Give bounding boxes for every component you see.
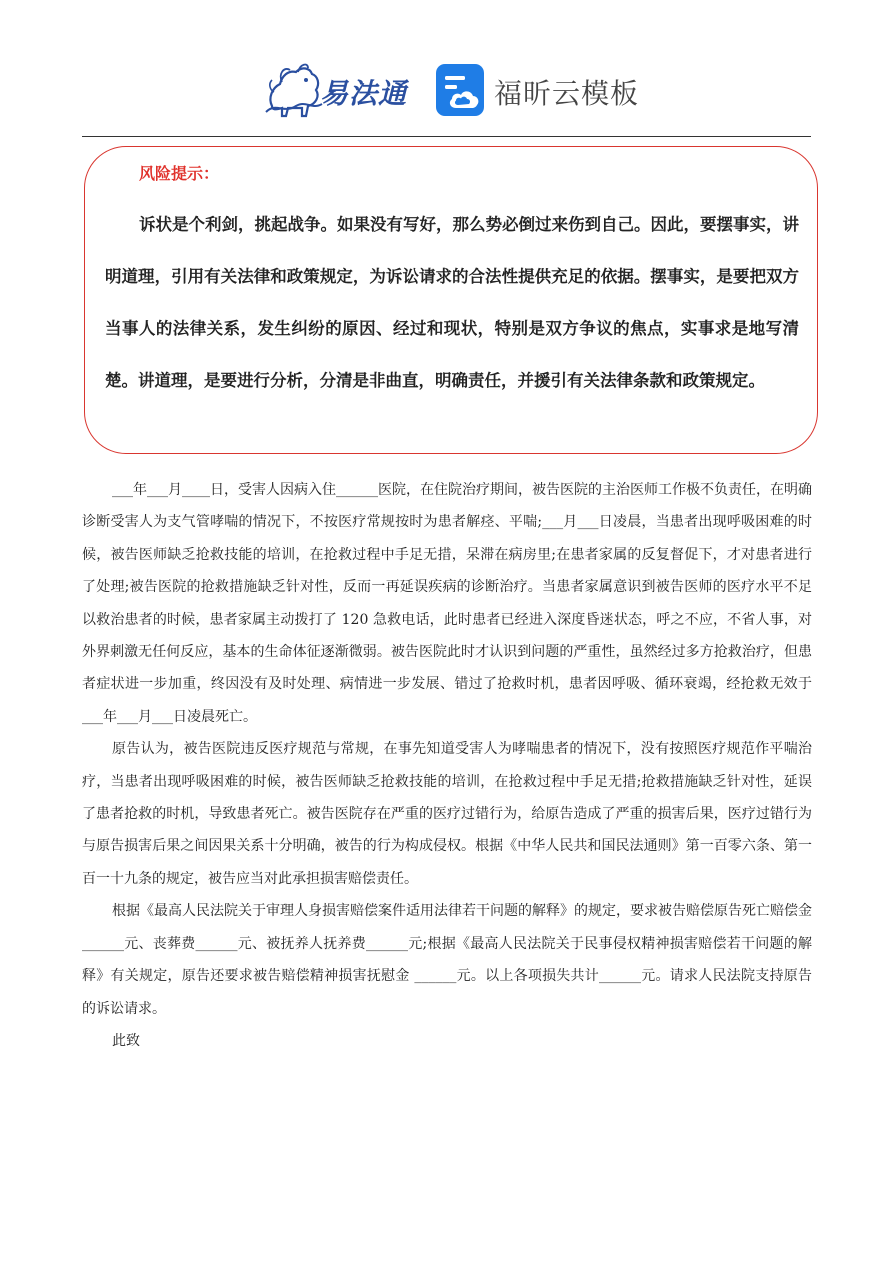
yifatong-logo <box>262 62 412 118</box>
cloud-document-icon <box>436 64 484 116</box>
yifatong-brand-text: 易法通 <box>320 77 408 110</box>
page-header <box>82 52 811 137</box>
risk-warning-box <box>84 146 818 454</box>
complaint-body <box>82 474 812 1057</box>
qilin-mascot-icon <box>262 62 324 120</box>
complaint-paragraph-facts: ___年___月____日，受害人因病入住______医院，在住院治疗期间，被告医院的主治医师工作极不负责任，在明确诊断受害人为支气管哮喘的情况下，不按医疗常规按时为患者解痉、平喘;___月___日凌晨，当患者出现呼吸困难的时候，被告医师缺乏抢救技能的培训，在抢救过程中手足无措，呆滞在病房里;在患者家属的反复督促下，才对患者进行了处理;被告医院的抢救措施缺乏针对性，反而一再延误疾病的诊断治疗。当患者家属意识到被告医师的医疗水平不足以救治患者的时候，患者家属主动拨打了 120 急救电话，此时患者已经进入深度昏迷状态，呼之不应，不省人事，对外界刺激无任何反应，基本的生命体征逐渐微弱。被告医院此时才认识到问题的严重性，虽然经过多方抢救治疗，但患者症状进一步加重，终因没有及时处理、病情进一步发展、错过了抢救时机，患者因呼吸、循环衰竭，经抢救无效于___年___月___日凌晨死亡。 <box>82 482 812 725</box>
complaint-paragraph-opinion: 原告认为，被告医院违反医疗规范与常规，在事先知道受害人为哮喘患者的情况下，没有按照医疗规范作平喘治疗，当患者出现呼吸困难的时候，被告医师缺乏抢救技能的培训，在抢救过程中手足无措;抢救措施缺乏针对性，延误了患者抢救的时机，导致患者死亡。被告医院存在严重的医疗过错行为，给原告造成了严重的损害后果，医疗过错行为与原告损害后果之间因果关系十分明确，被告的行为构成侵权。根据《中华人民共和国民法通则》第一百零六条、第一百一十九条的规定，被告应当对此承担损害赔偿责任。 <box>82 741 812 887</box>
fuxin-template-logo <box>436 64 656 116</box>
fuxin-brand-text: 福昕云模板 <box>494 77 640 110</box>
risk-warning-title: 风险提示： <box>139 164 220 183</box>
complaint-closing: 此致 <box>112 1032 140 1049</box>
complaint-paragraph-claims: 根据《最高人民法院关于审理人身损害赔偿案件适用法律若干问题的解释》的规定，要求被告赔偿原告死亡赔偿金______元、丧葬费______元、被抚养人抚养费______元;根据《最高人民法院关于民事侵权精神损害赔偿若干问题的解释》有关规定，原告还要求被告赔偿精神损害抚慰金 ______元。以上各项损失共计______元。请求人民法院支持原告的诉讼请求。 <box>82 903 812 1017</box>
risk-warning-text: 诉状是个利剑，挑起战争。如果没有写好，那么势必倒过来伤到自己。因此，要摆事实，讲明道理，引用有关法律和政策规定，为诉讼请求的合法性提供充足的依据。摆事实，是要把双方当事人的法律关系，发生纠纷的原因、经过和现状，特别是双方争议的焦点，实事求是地写清楚。讲道理，是要进行分析，分清是非曲直，明确责任，并援引有关法律条款和政策规定。 <box>105 215 799 390</box>
